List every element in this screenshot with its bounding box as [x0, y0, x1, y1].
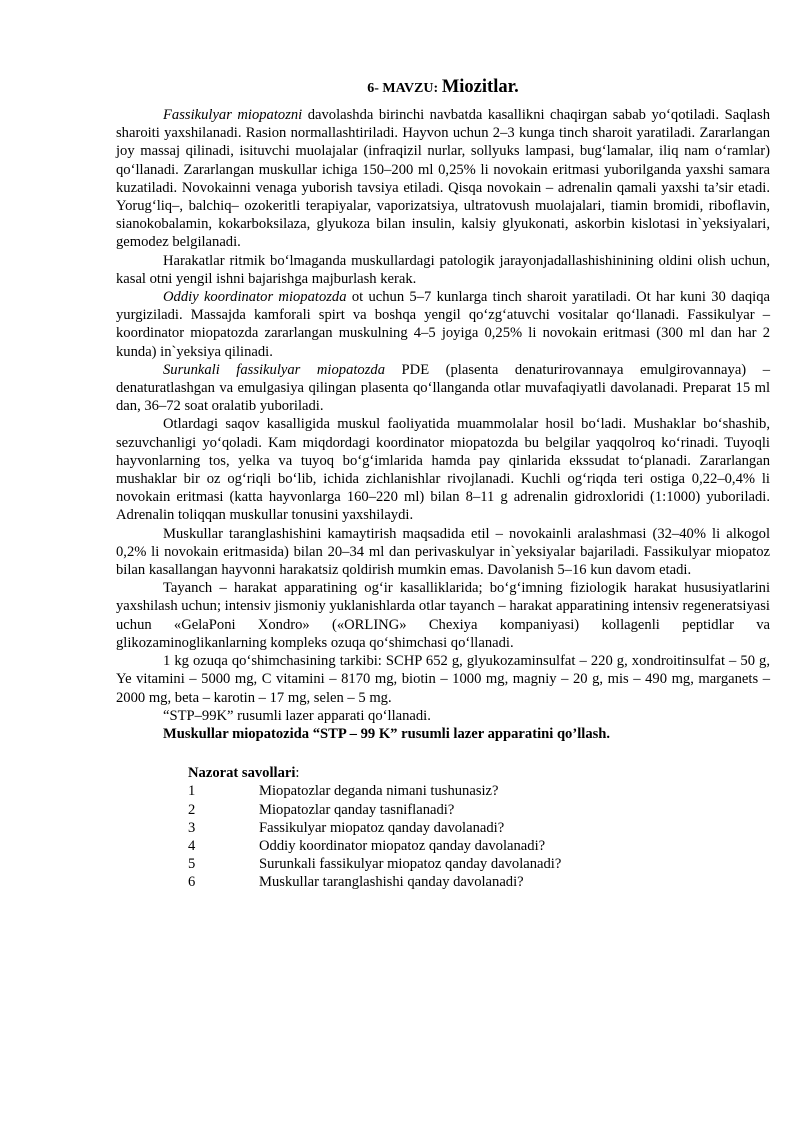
question-number: 6 [188, 874, 196, 891]
question-text: Miopatozlar deganda nimani tushunasiz? [259, 783, 499, 800]
paragraph-taranglashish [116, 525, 770, 580]
topic-number: 6- MAVZU: [367, 81, 439, 96]
questions-heading-label: Nazorat savollari [188, 765, 296, 782]
question-text: Miopatozlar qanday tasniflanadi? [259, 801, 455, 818]
paragraph-lead: Fassikulyar miopatozni [163, 107, 303, 123]
paragraph-text: ot uchun 5–7 kunlarga tinch sharoit yaratiladi. Ot har kuni 30 daqiqa yurgiziladi. Massajda kamforali spirt va boshqa yengil qo‘zg‘atuvchi vositalar qo‘llanadi. Fassikulyar – koordinator miopatozda zararlangan muskulning 4–5 joyiga 0,25% li novokain eritmasi (300 ml dan har 2 kunda) in`yeksiya qilinadi. [116, 289, 770, 360]
questions-heading-colon: : [295, 765, 300, 782]
paragraph-oddiy-koordinator [116, 288, 770, 361]
paragraph-surunkali [116, 361, 770, 416]
question-item [188, 782, 770, 800]
document-page [116, 75, 770, 892]
question-number: 4 [188, 837, 196, 854]
paragraph-lead: Surunkali fassikulyar miopatozda [163, 361, 385, 378]
laser-heading: Muskullar miopatozida “STP – 99 K” rusumli lazer apparatini qo’llash. [163, 725, 611, 742]
paragraph-saqov [116, 415, 770, 524]
question-number: 3 [188, 819, 196, 836]
question-text: Oddiy koordinator miopatoz qanday davolanadi? [259, 837, 546, 854]
paragraph-lead: Oddiy koordinator miopatozda [163, 289, 347, 306]
question-number: 5 [188, 856, 196, 873]
question-number: 1 [188, 783, 196, 800]
question-text: Surunkali fassikulyar miopatoz qanday davolanadi? [259, 856, 562, 873]
paragraph-text: davolashda birinchi navbatda kasallikni chaqirgan sabab yo‘qotiladi. Saqlash sharoiti yaxshilanadi. Rasion normallashtiriladi. Hayvon uchun 2–3 kunga tinch sharoit yaratiladi. Zararlangan joy massaj qilinadi, isituvchi muolajalar (infraqizil nurlar, sollyuks lampasi, bug‘lamalar, iliq nam o‘ramlar) qo‘llanadi. Zararlangan muskullar ichiga 150–200 ml 0,25% li novokain eritmasi yuborilganda yaxshi samara kuzatiladi. Novokainni venaga yuborish tavsiya etiladi. Qisqa novokain – adrenalin qamali yaxshi ta’sir etadi. Yorug‘liq–, balchiq– ozokeritli terapiyalar, vaporizatsiya, ultratovush muolajalari, tiamin bromidi, riboflavin, sianokobalamin, kokarboksilaza, glyukoza bilan insulin, kalsiy glyukonati, askorbin kislotasi in`yeksiyalari, gemodez belgilanadi. [116, 107, 770, 251]
paragraph-text: 1 kg ozuqa qo‘shimchasining tarkibi: SCHP 652 g, glyukozaminsulfat – 220 g, xondroitinsulfat – 50 g, Ye vitamini – 5000 mg, C vitamini – 8170 mg, biotin – 1000 mg, magniy – 20 g, mis – 490 mg, marganets – 2000 mg, beta – karotin – 17 mg, selen – 5 mg. [116, 653, 770, 706]
paragraph-tarkibi [116, 652, 770, 707]
question-text: Muskullar taranglashishi qanday davolanadi? [259, 874, 524, 891]
laser-note: “STP–99K” rusumli lazer apparati qo‘llanadi. [163, 707, 431, 724]
page-title [116, 75, 770, 101]
question-item [188, 819, 770, 837]
topic-name: Miozitlar. [441, 77, 519, 97]
paragraph-fassikulyar [116, 106, 770, 252]
question-item [188, 801, 770, 819]
question-item [188, 855, 770, 873]
paragraph-tayanch-harakat [116, 579, 770, 652]
paragraph-text: Tayanch – harakat apparatining og‘ir kasalliklarida; bo‘g‘imning fiziologik harakat hususiyatlarini yaxshilash uchun; intensiv jismoniy yuklanishlarda otlar tayanch – harakat apparatining intensiv regeneratsiyasi uchun «GelaPoni Xondro» («ORLING» Chexiya kompaniyasi) kollagenli peptidlar va glikozaminoglikanlarning kompleks ozuqa qo‘shimchasi qo‘llanadi. [116, 580, 770, 651]
paragraph-text: Muskullar taranglashishini kamaytirish maqsadida etil – novokainli aralashmasi (32–40% li alkogol 0,2% li novokain eritmasida) bilan 20–34 ml dan perivaskulyar in`yeksiyalar bajariladi. Fassikulyar miopatoz bilan kasallangan hayvonni harakatsiz qoldirish mumkin emas. Davolanish 5–16 kun davom etadi. [116, 525, 770, 579]
question-item [188, 837, 770, 855]
paragraph-text: PDE (plasenta denaturirovannaya emulgirovannaya) – denaturatlashgan va emulgasiya qilingan plasenta qo‘llanganda otlar muvafaqiyatli davolanadi. Preparat 15 ml dan, 36–72 soat oralatib yuboriladi. [116, 361, 770, 415]
question-number: 2 [188, 801, 196, 818]
question-text: Fassikulyar miopatoz qanday davolanadi? [259, 819, 505, 836]
paragraph-text: Harakatlar ritmik bo‘lmaganda muskullardagi patologik jarayonjadallashishinining oldini olish uchun, kasal otni yengil ishni bajarishga majburlash kerak. [116, 252, 770, 287]
questions-heading [188, 764, 770, 782]
paragraph-ritmik [116, 252, 770, 288]
paragraph-text: Otlardagi saqov kasalligida muskul faoliyatida muammolalar hosil bo‘ladi. Mushaklar bo‘shashib, sezuvchanligi yo‘qoladi. Kam miqdordagi koordinator miopatozda bu belgilar yaqqolroq ko‘rinadi. Tuyoqli hayvonlarning tos, yelka va tuyoq bo‘g‘imlarida hamda pay qinlarida ekssudat to‘planadi. Zararlangan mushaklar bir oz og‘riqli bo‘lib, ichida zichlanishlar rivojlanadi. Kuchli og‘riqda teri ostiga 0,22–0,4% li novokain eritmasi (katta hayvonlarga 160–220 ml) bilan 8–11 g adrenalin gidroxloridi (1:1000) yuboriladi. Adrenalin toliqqan muskullar tonusini yaxshilaydi. [116, 416, 770, 524]
question-item [188, 873, 770, 891]
